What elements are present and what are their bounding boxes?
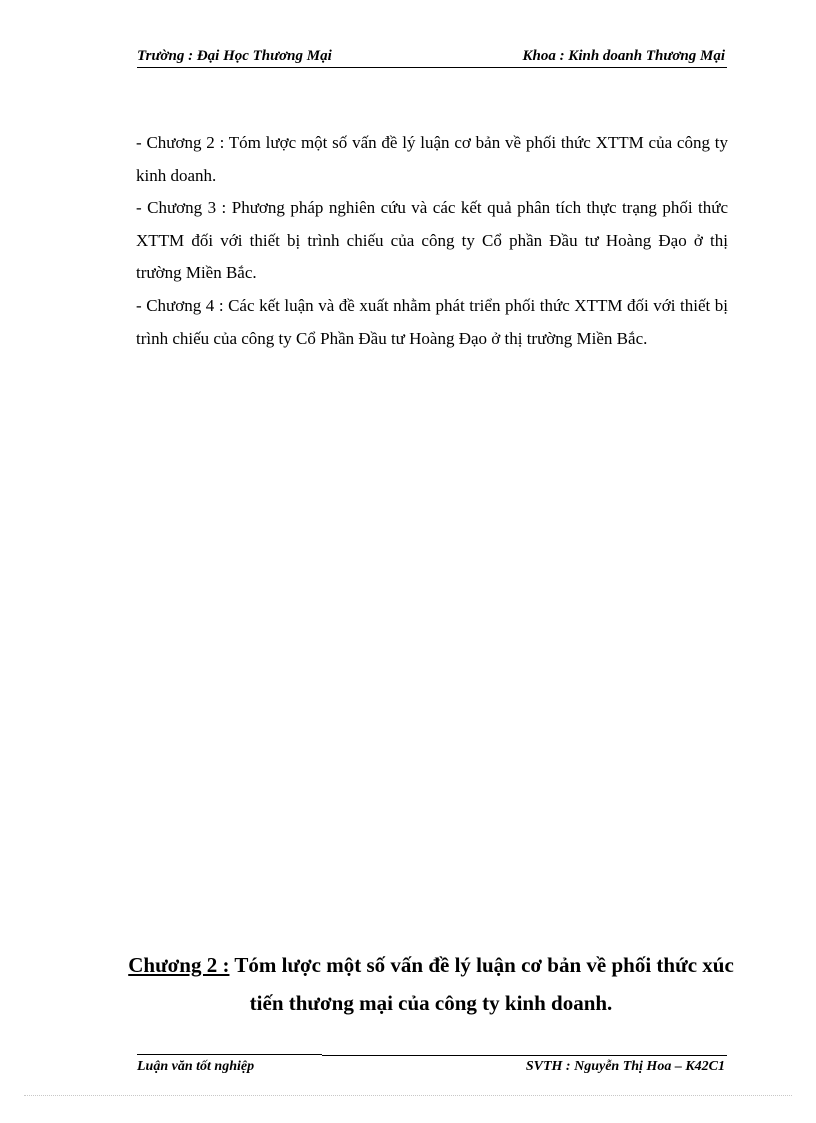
- footer-student: SVTH : Nguyễn Thị Hoa – K42C1: [525, 1059, 725, 1074]
- page-footer: [137, 1059, 727, 1079]
- page-header: [137, 48, 727, 68]
- header-faculty: Khoa : Kinh doanh Thương Mại: [522, 48, 725, 64]
- chapter-title: Tóm lược một số vấn đề lý luận cơ bản về phối thức xúc tiến thương mại của công ty kinh doanh.: [234, 953, 734, 1015]
- header-divider: [137, 67, 727, 68]
- page-bottom-edge: [24, 1095, 792, 1096]
- paragraph-chapter-4: - Chương 4 : Các kết luận và đề xuất nhằm phát triển phối thức XTTM đối với thiết bị trình chiếu của công ty Cổ Phần Đầu tư Hoàng Đạo ở thị trường Miền Bắc.: [136, 295, 728, 348]
- chapter-heading: [118, 946, 744, 1022]
- paragraph-chapter-3: - Chương 3 : Phương pháp nghiên cứu và các kết quả phân tích thực trạng phối thức XTTM đối với thiết bị trình chiếu của công ty Cổ phần Đầu tư Hoàng Đạo ở thị trường Miền Bắc.: [136, 198, 728, 283]
- paragraph-chapter-2: - Chương 2 : Tóm lược một số vấn đề lý luận cơ bản về phối thức XTTM của công ty kinh doanh.: [136, 133, 728, 185]
- footer-thesis-label: Luận văn tốt nghiệp: [137, 1059, 255, 1074]
- footer-divider-right: [322, 1055, 727, 1056]
- footer-divider-left: [137, 1054, 322, 1055]
- body-text: [136, 127, 728, 355]
- chapter-label: Chương 2 :: [128, 953, 230, 977]
- header-university: Trường : Đại Học Thương Mại: [137, 48, 332, 64]
